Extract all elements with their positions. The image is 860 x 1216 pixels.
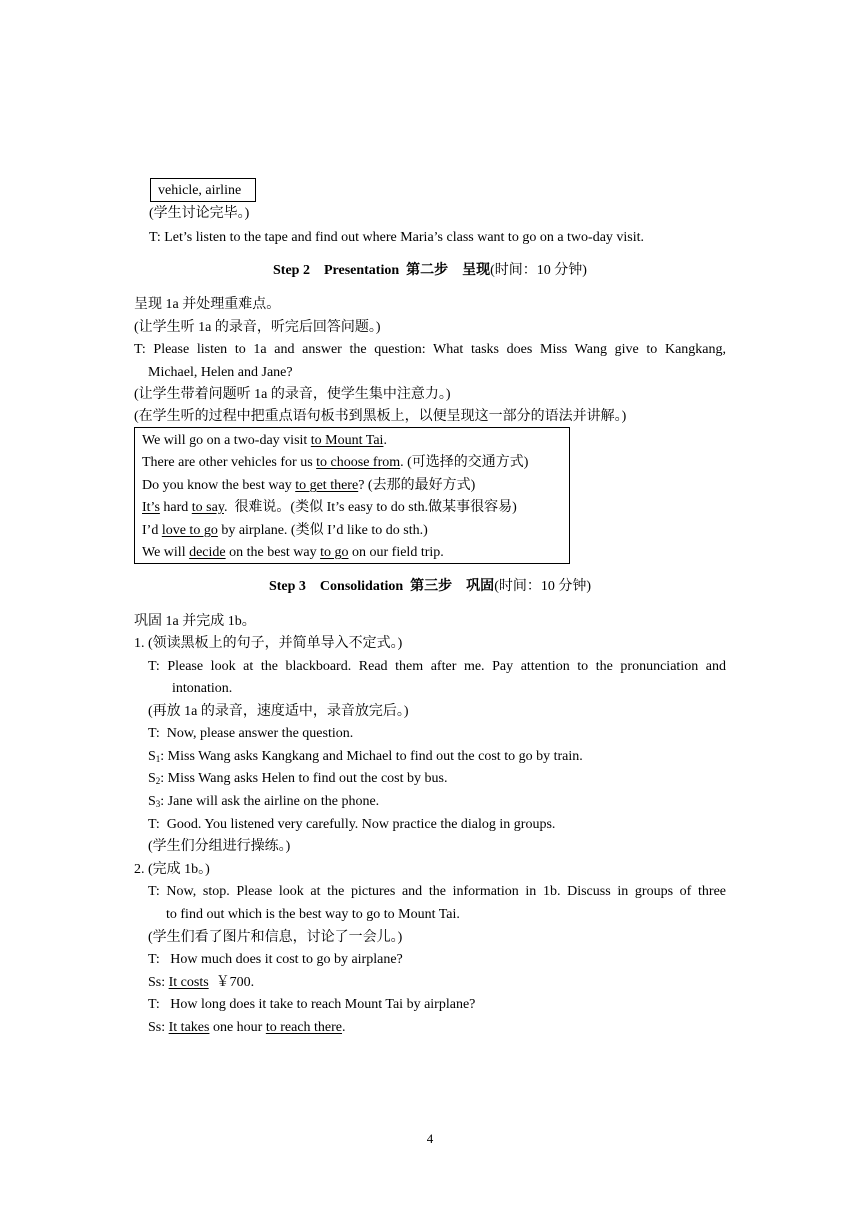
ss2-underlined-2: to reach there (265, 1020, 343, 1035)
s2-underlined: to choose from (316, 455, 401, 470)
s3-subscript: 3 (155, 799, 161, 809)
s4-underlined-2: to say (191, 500, 224, 515)
student1-answer (148, 748, 583, 766)
step3-discussion-note: (学生们看了图片和信息，讨论了一会儿。) (148, 930, 403, 945)
s3-text: : Jane will ask the airline on the phone. (160, 794, 380, 809)
step3-heading (0, 578, 860, 596)
student2-answer (148, 770, 447, 788)
teacher-listen-line: T: Let’s listen to the tape and find out where Maria’s class want to go on a two-day visit. (149, 230, 645, 245)
vocabulary-text: vehicle, airline (158, 183, 242, 198)
step3-line-1: 巩固 1a 并完成 1b。 (134, 614, 256, 629)
s3-label: S (148, 794, 156, 809)
step3-part2-t3: T: How long does it take to reach Mount Tai by airplane? (148, 997, 476, 1012)
s2-post: . (可选择的交通方式) (400, 455, 529, 470)
s1-subscript: 1 (155, 754, 161, 764)
ss2-pre: Ss: (148, 1020, 169, 1035)
step2-line-2: (让学生听 1a 的录音，听完后回答问题。) (134, 320, 381, 335)
step3-replay-note: (再放 1a 的录音，速度适中，录音放完后。) (148, 704, 409, 719)
s4-post: . 很难说。(类似 It’s easy to do sth.做某事很容易) (223, 500, 517, 515)
s1-pre: We will go on a two-day visit (142, 433, 311, 448)
s2-pre: There are other vehicles for us (142, 455, 317, 470)
s6-pre: We will (142, 545, 190, 560)
s5-underlined: love to go (161, 523, 218, 538)
s2-text: : Miss Wang asks Helen to find out the cost by bus. (160, 771, 448, 786)
ss1-underlined: It costs (168, 975, 209, 990)
s3-post: ? (去那的最好方式) (358, 478, 476, 493)
s2-subscript: 2 (155, 776, 161, 786)
s1-text: : Miss Wang asks Kangkang and Michael to find out the cost to go by train. (160, 749, 583, 764)
blackboard-sentence-1 (142, 432, 387, 450)
blackboard-sentence-4 (142, 499, 517, 517)
step2-title: Step 2 Presentation 第二步 呈现 (273, 263, 491, 278)
ss2-mid: one hour (209, 1020, 266, 1035)
ss2-underlined-1: It takes (168, 1020, 210, 1035)
step2-line-1: 呈现 1a 并处理重难点。 (134, 297, 281, 312)
step3-time: (时间：10 分钟) (494, 579, 592, 594)
discussion-done-note: (学生讨论完毕。) (149, 206, 250, 221)
s1-underlined: to Mount Tai (310, 433, 384, 448)
step3-part2-t1-line-b: to find out which is the best way to go to Mount Tai. (166, 907, 460, 922)
s4-mid: hard (159, 500, 192, 515)
blackboard-sentence-5 (142, 522, 428, 540)
step3-t3: T: Good. You listened very carefully. Now practice the dialog in groups. (148, 817, 556, 832)
students-answer-cost (148, 974, 254, 992)
s4-underlined-1: It’s (142, 500, 160, 515)
blackboard-sentence-2 (142, 454, 528, 472)
s1-post: . (383, 433, 387, 448)
step2-time: (时间：10 分钟) (490, 263, 587, 278)
step3-title: Step 3 Consolidation 第三步 巩固 (268, 579, 495, 594)
s6-underlined-1: decide (189, 545, 226, 560)
ss2-post: . (342, 1020, 346, 1035)
step2-line-5: (在学生听的过程中把重点语句板书到黑板上，以便呈现这一部分的语法并讲解。) (134, 409, 627, 424)
step3-group-practice-note: (学生们分组进行操练。) (148, 839, 291, 854)
s2-label: S (148, 771, 156, 786)
step3-part2-t2: T: How much does it cost to go by airplane? (148, 952, 403, 967)
s6-underlined-2: to go (320, 545, 349, 560)
s5-pre: I’d (142, 523, 162, 538)
s3-underlined: to get there (295, 478, 359, 493)
step3-part-2: 2. (完成 1b。) (134, 862, 210, 877)
students-answer-time (148, 1019, 346, 1037)
step3-t2: T: Now, please answer the question. (148, 726, 354, 741)
step2-line-4: (让学生带着问题听 1a 的录音，使学生集中注意力。) (134, 387, 451, 402)
s6-mid: on the best way (225, 545, 321, 560)
ss1-pre: Ss: (148, 975, 169, 990)
step3-t1-line-b: intonation. (172, 681, 233, 696)
s6-post: on our field trip. (348, 545, 444, 560)
step3-part-1: 1. (领读黑板上的句子，并简单导入不定式。) (134, 636, 403, 651)
step2-question-line-a: T: Please listen to 1a and answer the question: What tasks does Miss Wang give to Kangkang, (134, 342, 726, 357)
student3-answer (148, 793, 379, 811)
step3-part2-t1-line-a: T: Now, stop. Please look at the pictures and the information in 1b. Discuss in groups of three (148, 884, 726, 899)
page-number: 4 (426, 1131, 434, 1146)
blackboard-sentence-3 (142, 477, 475, 495)
step2-question-line-b: Michael, Helen and Jane? (148, 365, 293, 380)
step3-t1-line-a: T: Please look at the blackboard. Read them after me. Pay attention to the pronunciation and (148, 659, 726, 674)
s5-post: by airplane. (类似 I’d like to do sth.) (217, 523, 428, 538)
step2-heading (0, 262, 860, 280)
s1-label: S (148, 749, 156, 764)
s3-pre: Do you know the best way (142, 478, 296, 493)
ss1-post: ￥700. (208, 975, 255, 990)
blackboard-sentence-6 (142, 544, 444, 562)
